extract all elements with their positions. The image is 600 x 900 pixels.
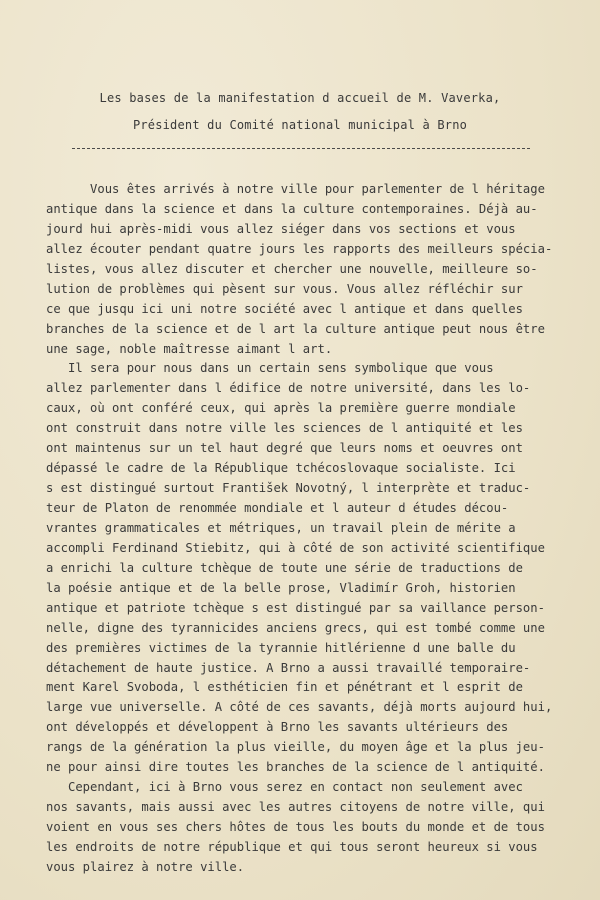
heading-line-1: Les bases de la manifestation d accueil de M. Vaverka, <box>99 91 501 105</box>
text-line: antique et patriote tchèque s est distingué par sa vaillance person- <box>46 600 545 615</box>
text-line: ont maintenus sur un tel haut degré que leurs noms et oeuvres ont <box>46 441 523 456</box>
text-line: branches de la science et de l art la culture antique peut nous être <box>46 321 545 336</box>
text-line: listes, vous allez discuter et chercher une nouvelle, meilleure so- <box>46 261 538 276</box>
text-line: jourd hui après-midi vous allez siéger dans vos sections et vous <box>46 221 516 236</box>
text-line: accompli Ferdinand Stiebitz, qui à côté de son activité scientifique <box>46 540 545 555</box>
body-text <box>46 180 586 878</box>
text-line: les endroits de notre république et qui tous seront heureux si vous <box>46 839 538 854</box>
heading-line-2: Président du Comité national municipal à Brno <box>132 118 468 132</box>
text-line: caux, où ont conféré ceux, qui après la première guerre mondiale <box>46 401 516 416</box>
text-line: ne pour ainsi dire toutes les branches de la science de l antiquité. <box>46 760 545 775</box>
text-line: antique dans la science et dans la culture contemporaines. Déjà au- <box>46 201 538 216</box>
text-line: vous plairez à notre ville. <box>46 859 245 874</box>
text-line: lution de problèmes qui pèsent sur vous. Vous allez réfléchir sur <box>46 281 523 296</box>
text-line: Vous êtes arrivés à notre ville pour parlementer de l héritage <box>46 182 545 196</box>
text-line: nos savants, mais aussi avec les autres citoyens de notre ville, qui <box>46 800 545 815</box>
text-line: détachement de haute justice. A Brno a aussi travaillé temporaire- <box>46 660 531 675</box>
text-line: ment Karel Svoboda, l esthéticien fin et pénétrant et l esprit de <box>46 680 523 695</box>
text-line: nelle, digne des tyrannicides anciens grecs, qui est tombé comme une <box>46 620 545 635</box>
text-line: Il sera pour nous dans un certain sens symbolique que vous <box>46 361 494 376</box>
text-line: la poésie antique et de la belle prose, Vladimír Groh, historien <box>46 580 516 595</box>
text-line: dépassé le cadre de la République tchécoslovaque socialiste. Ici <box>46 461 516 476</box>
text-line: ce que jusqu ici uni notre société avec l antique et dans quelles <box>46 301 523 316</box>
text-line: large vue universelle. A côté de ces savants, déjà morts aujourd hui, <box>46 700 553 715</box>
text-line: a enrichi la culture tchèque de toute une série de traductions de <box>46 560 523 575</box>
text-line: allez écouter pendant quatre jours les rapports des meilleurs spécia- <box>46 241 553 256</box>
text-line: allez parlementer dans l édifice de notre université, dans les lo- <box>46 381 531 396</box>
text-line: vrantes grammaticales et métriques, un travail plein de mérite a <box>46 520 516 535</box>
text-line: des premières victimes de la tyrannie hitlérienne d une balle du <box>46 640 516 655</box>
text-line: rangs de la génération la plus vieille, du moyen âge et la plus jeu- <box>46 740 545 755</box>
text-line: voient en vous ses chers hôtes de tous les bouts du monde et de tous <box>46 820 545 834</box>
text-line: une sage, noble maîtresse aimant l art. <box>46 341 333 356</box>
text-line: ont développés et développent à Brno les savants ultérieurs des <box>46 720 509 735</box>
dashed-divider <box>72 148 530 149</box>
text-line: Cependant, ici à Brno vous serez en contact non seulement avec <box>46 780 523 795</box>
text-line: ont construit dans notre ville les sciences de l antiquité et les <box>46 421 523 436</box>
text-line: teur de Platon de renommée mondiale et l auteur d études décou- <box>46 501 509 515</box>
text-line: s est distingué surtout František Novotný, l interprète et traduc- <box>46 481 531 496</box>
